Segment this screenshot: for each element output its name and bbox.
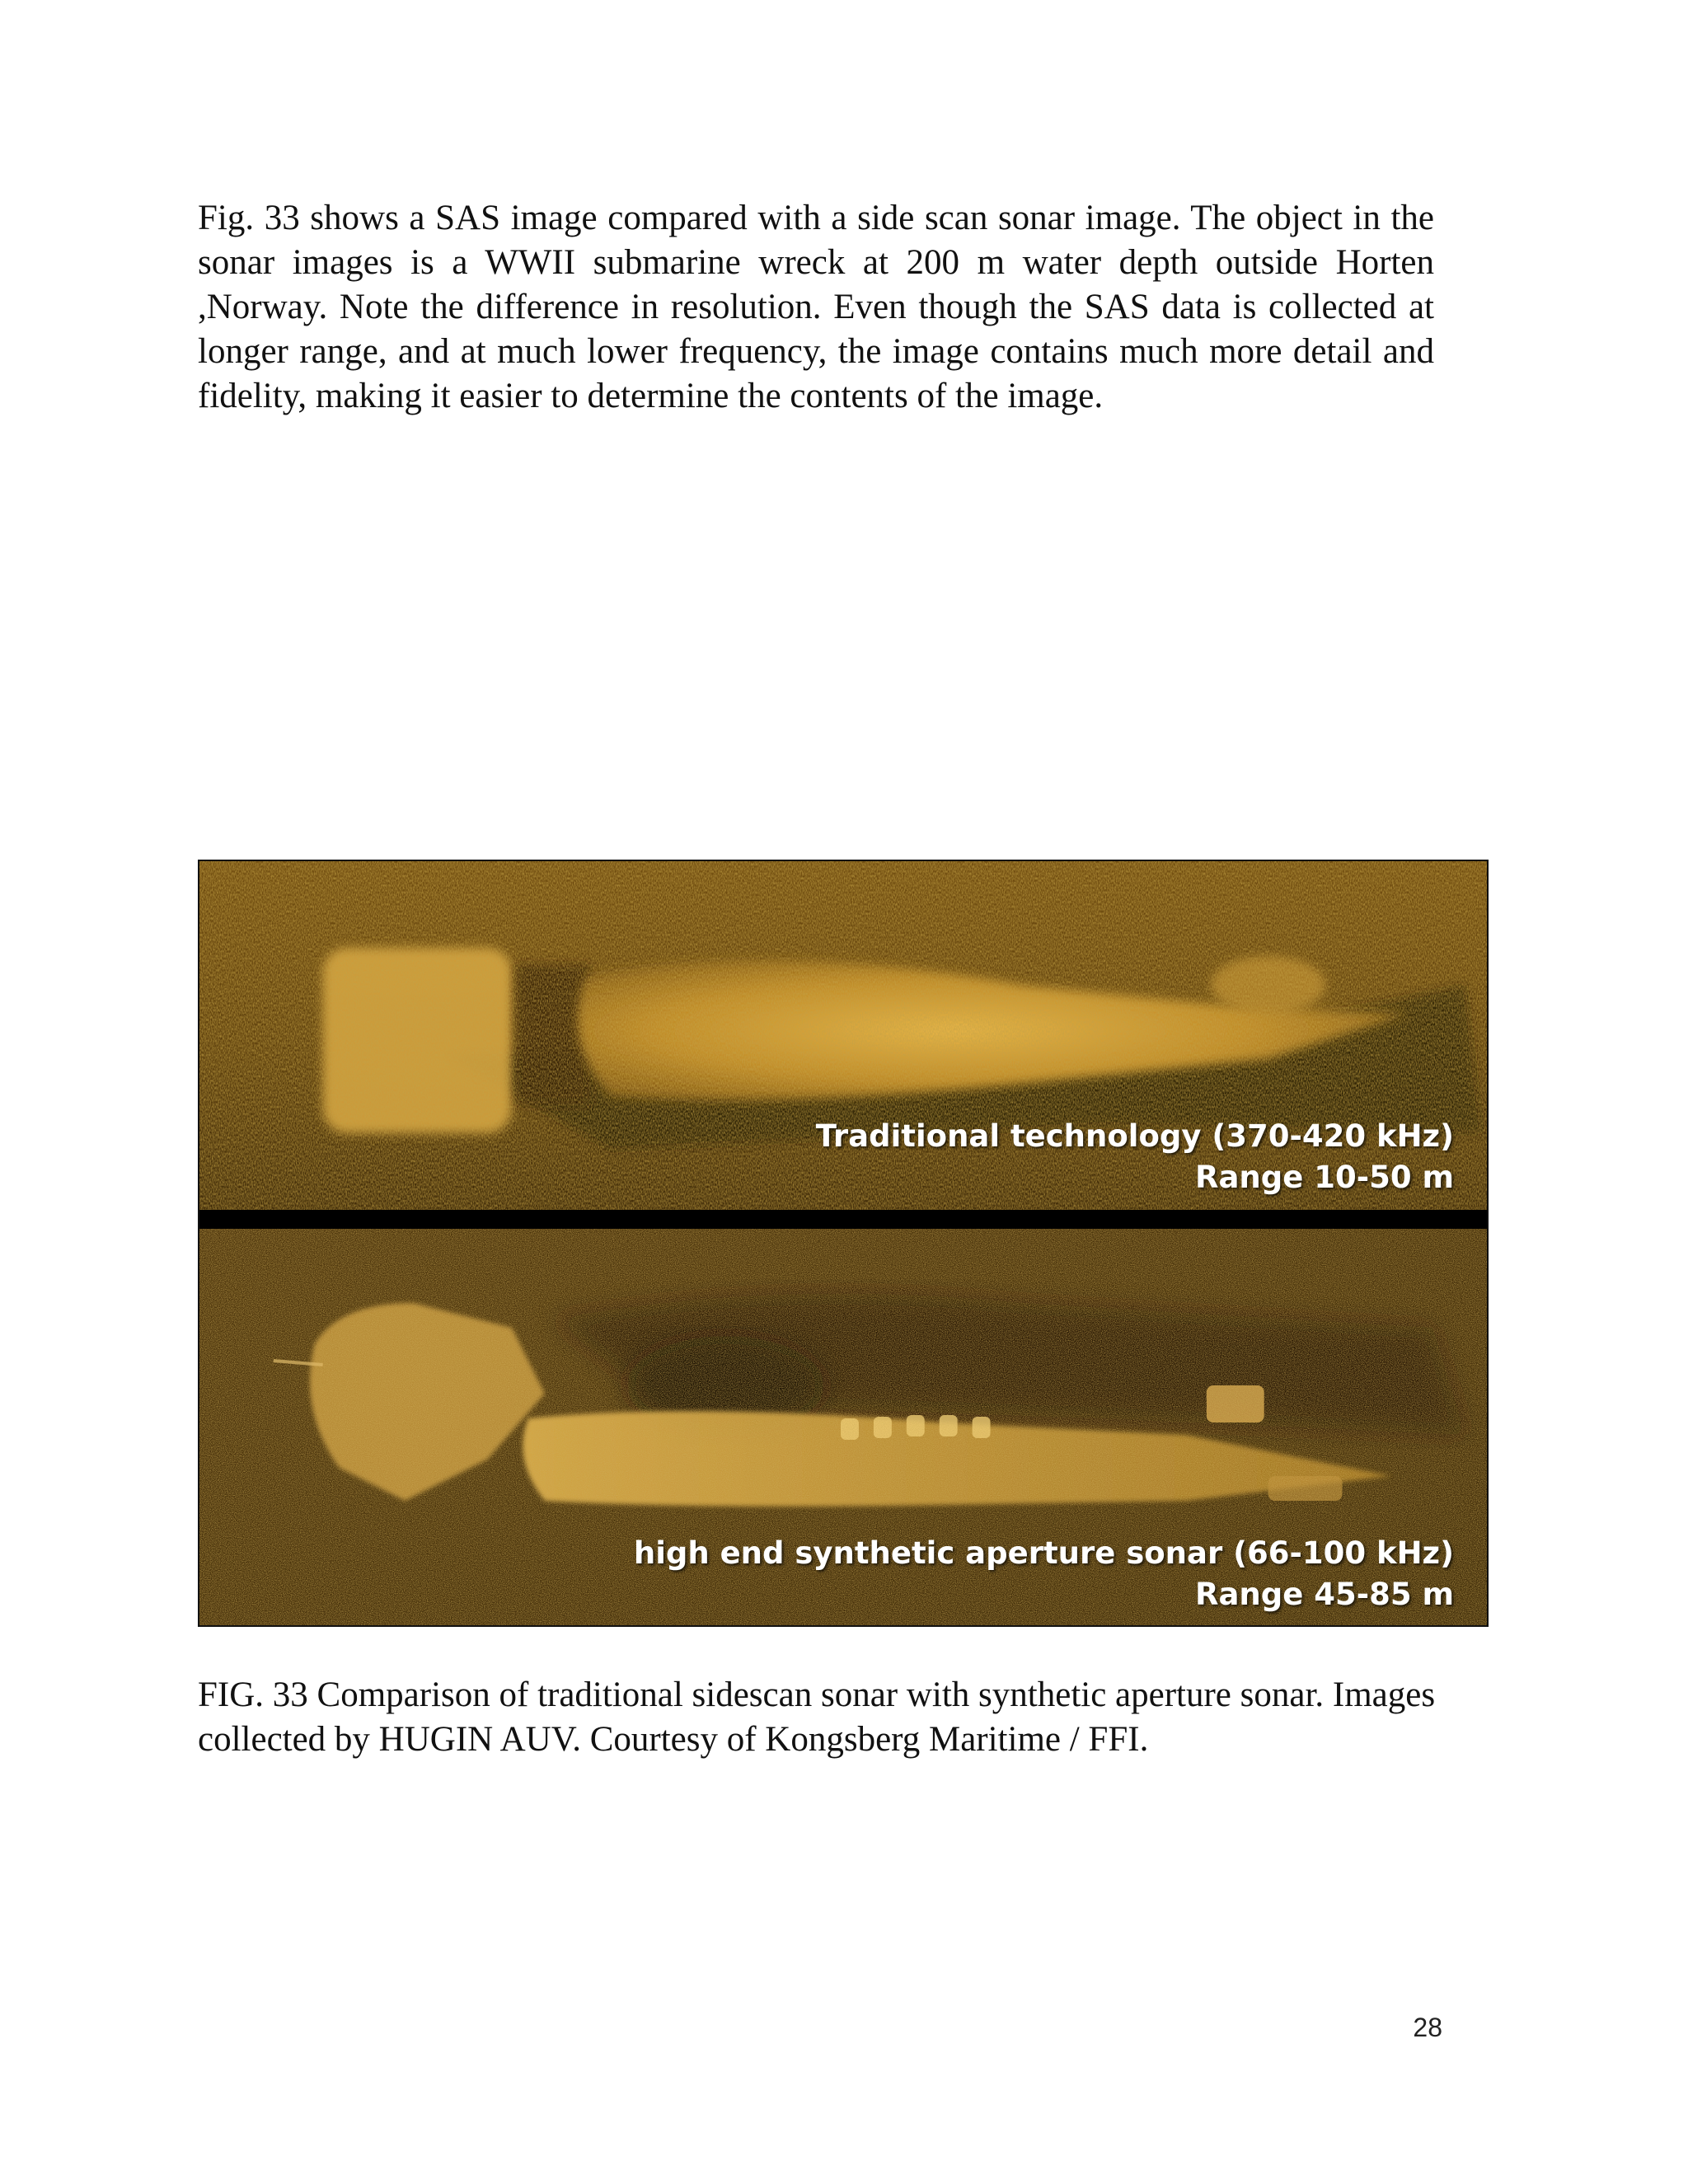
- figure-caption: FIG. 33 Comparison of traditional sidescan sonar with synthetic aperture sonar. Images collected by HUGIN AUV. Courtesy of Kongsberg Maritime / FFI.: [198, 1675, 1436, 1759]
- body-paragraph: Fig. 33 shows a SAS image compared with a side scan sonar image. The object in the sonar images is a WWII submarine wreck at 200 m water depth outside Horten ,Norway. Note the difference in resolution. Even though the SAS data is collected at longer range, and at much lower frequency, the image contains much more detail and fidelity, making it easier to determine the contents of the image.: [198, 199, 1434, 415]
- sas-label: [634, 1533, 1454, 1615]
- sas-technology-label: high end synthetic aperture sonar (66-100 kHz): [633, 1535, 1454, 1571]
- sonar-comparison-figure: [198, 860, 1489, 1627]
- synthetic-aperture-sonar-image: [199, 1229, 1487, 1627]
- sidescan-label: [816, 1116, 1454, 1198]
- sas-range-label: Range 45-85 m: [1194, 1577, 1454, 1612]
- sidescan-technology-label: Traditional technology (370-420 kHz): [815, 1118, 1454, 1154]
- sidescan-sonar-image: [199, 861, 1487, 1210]
- sidescan-range-label: Range 10-50 m: [1194, 1160, 1454, 1195]
- page-number: 28: [1413, 2013, 1442, 2042]
